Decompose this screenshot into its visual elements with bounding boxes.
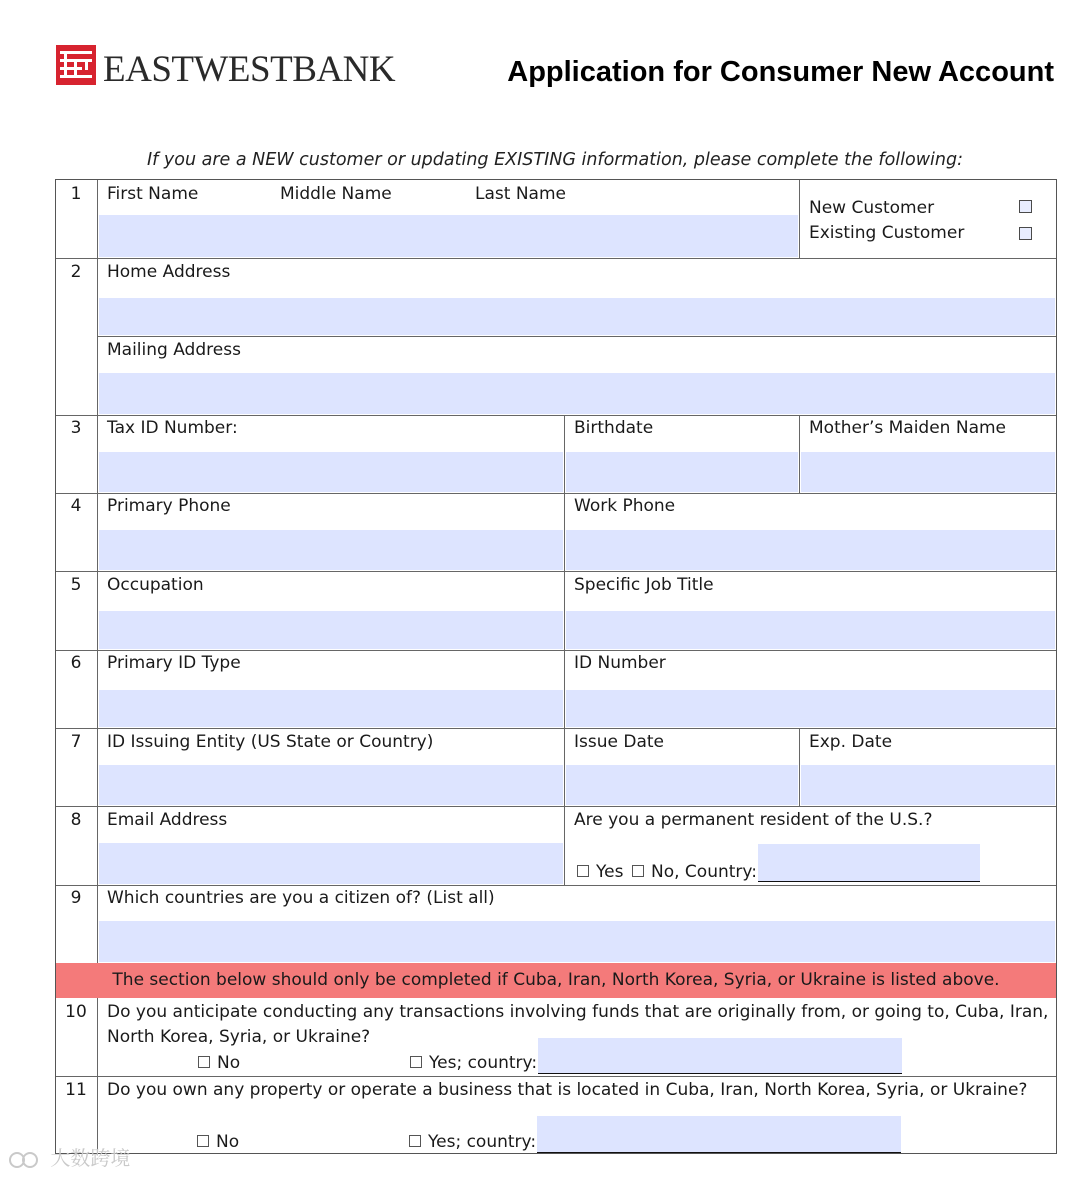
job-title-label: Specific Job Title (574, 575, 714, 595)
email-input[interactable] (99, 843, 563, 884)
issue-date-input[interactable] (566, 765, 798, 805)
intro-instruction: If you are a NEW customer or updating EXISTING information, please complete the following: (147, 150, 963, 170)
row-number-8: 8 (70, 810, 82, 830)
occupation-label: Occupation (107, 575, 204, 595)
issue-date-label: Issue Date (574, 732, 664, 752)
tax-id-label: Tax ID Number: (107, 418, 238, 438)
transactions-yes-label: Yes; country: (429, 1053, 538, 1073)
transactions-question-line2: North Korea, Syria, or Ukraine? (107, 1027, 371, 1047)
east-west-bank-logo-icon (56, 45, 96, 85)
primary-phone-label: Primary Phone (107, 496, 231, 516)
resident-no-label: No, Country: (651, 862, 757, 882)
citizenship-question: Which countries are you a citizen of? (List all) (107, 888, 495, 908)
watermark-logo-icon (8, 1149, 44, 1171)
resident-no-checkbox[interactable] (632, 865, 644, 877)
row-number-10: 10 (65, 1002, 87, 1022)
resident-yes-checkbox[interactable] (577, 865, 589, 877)
birthdate-input[interactable] (566, 452, 798, 492)
mailing-address-input[interactable] (99, 373, 1055, 414)
first-name-label: First Name (107, 184, 199, 204)
resident-yes-label: Yes (596, 862, 624, 882)
transactions-no-checkbox[interactable] (198, 1056, 210, 1068)
watermark-text: 大数跨境 (50, 1146, 131, 1170)
exp-date-input[interactable] (801, 765, 1055, 805)
row-number-2: 2 (70, 262, 82, 282)
property-country-input[interactable] (537, 1116, 901, 1152)
birthdate-label: Birthdate (574, 418, 654, 438)
watermark (8, 1142, 130, 1171)
home-address-label: Home Address (107, 262, 231, 282)
resident-country-input[interactable] (758, 844, 980, 881)
row-number-6: 6 (70, 653, 82, 673)
row-number-1: 1 (70, 184, 82, 204)
id-issuing-input[interactable] (99, 765, 563, 805)
row-number-7: 7 (70, 732, 82, 752)
last-name-label: Last Name (475, 184, 566, 204)
transactions-no-label: No (217, 1053, 241, 1073)
citizenship-input[interactable] (99, 921, 1055, 962)
maiden-name-label: Mother’s Maiden Name (809, 418, 1007, 438)
new-customer-checkbox[interactable] (1019, 200, 1032, 213)
transactions-yes-checkbox[interactable] (410, 1056, 422, 1068)
property-no-checkbox[interactable] (197, 1135, 209, 1147)
tax-id-input[interactable] (99, 452, 563, 492)
id-number-label: ID Number (574, 653, 666, 673)
bank-name: EASTWESTBANK (103, 49, 396, 90)
property-no-label: No (216, 1132, 240, 1152)
existing-customer-label: Existing Customer (809, 223, 965, 243)
home-address-input[interactable] (99, 298, 1055, 335)
work-phone-label: Work Phone (574, 496, 676, 516)
transactions-country-input[interactable] (538, 1038, 902, 1074)
mailing-address-label: Mailing Address (107, 340, 241, 360)
property-yes-label: Yes; country: (428, 1132, 537, 1152)
primary-phone-input[interactable] (99, 530, 563, 570)
work-phone-input[interactable] (566, 530, 1055, 570)
occupation-input[interactable] (99, 611, 563, 649)
restricted-countries-banner: The section below should only be completed if Cuba, Iran, North Korea, Syria, or Ukraine is listed above. (56, 963, 1056, 998)
bank-logo (56, 45, 396, 90)
name-input[interactable] (99, 215, 798, 257)
row-number-5: 5 (70, 575, 82, 595)
property-question: Do you own any property or operate a business that is located in Cuba, Iran, North Korea, Syria, or Ukraine? (107, 1080, 1028, 1100)
id-type-input[interactable] (99, 690, 563, 727)
application-form (55, 179, 1057, 1154)
row-number-9: 9 (70, 888, 82, 908)
row-number-3: 3 (70, 418, 82, 438)
row-number-4: 4 (70, 496, 82, 516)
id-type-label: Primary ID Type (107, 653, 241, 673)
id-number-input[interactable] (566, 690, 1055, 727)
page-title: Application for Consumer New Account (507, 56, 1054, 88)
property-yes-checkbox[interactable] (409, 1135, 421, 1147)
resident-question: Are you a permanent resident of the U.S.? (574, 810, 933, 830)
email-label: Email Address (107, 810, 228, 830)
middle-name-label: Middle Name (280, 184, 392, 204)
job-title-input[interactable] (566, 611, 1055, 649)
id-issuing-label: ID Issuing Entity (US State or Country) (107, 732, 434, 752)
exp-date-label: Exp. Date (809, 732, 893, 752)
existing-customer-checkbox[interactable] (1019, 227, 1032, 240)
transactions-question-line1: Do you anticipate conducting any transactions involving funds that are originally from, or going to, Cuba, Iran, (107, 1002, 1049, 1022)
maiden-name-input[interactable] (801, 452, 1055, 492)
new-customer-label: New Customer (809, 198, 935, 218)
row-number-11: 11 (65, 1080, 87, 1100)
